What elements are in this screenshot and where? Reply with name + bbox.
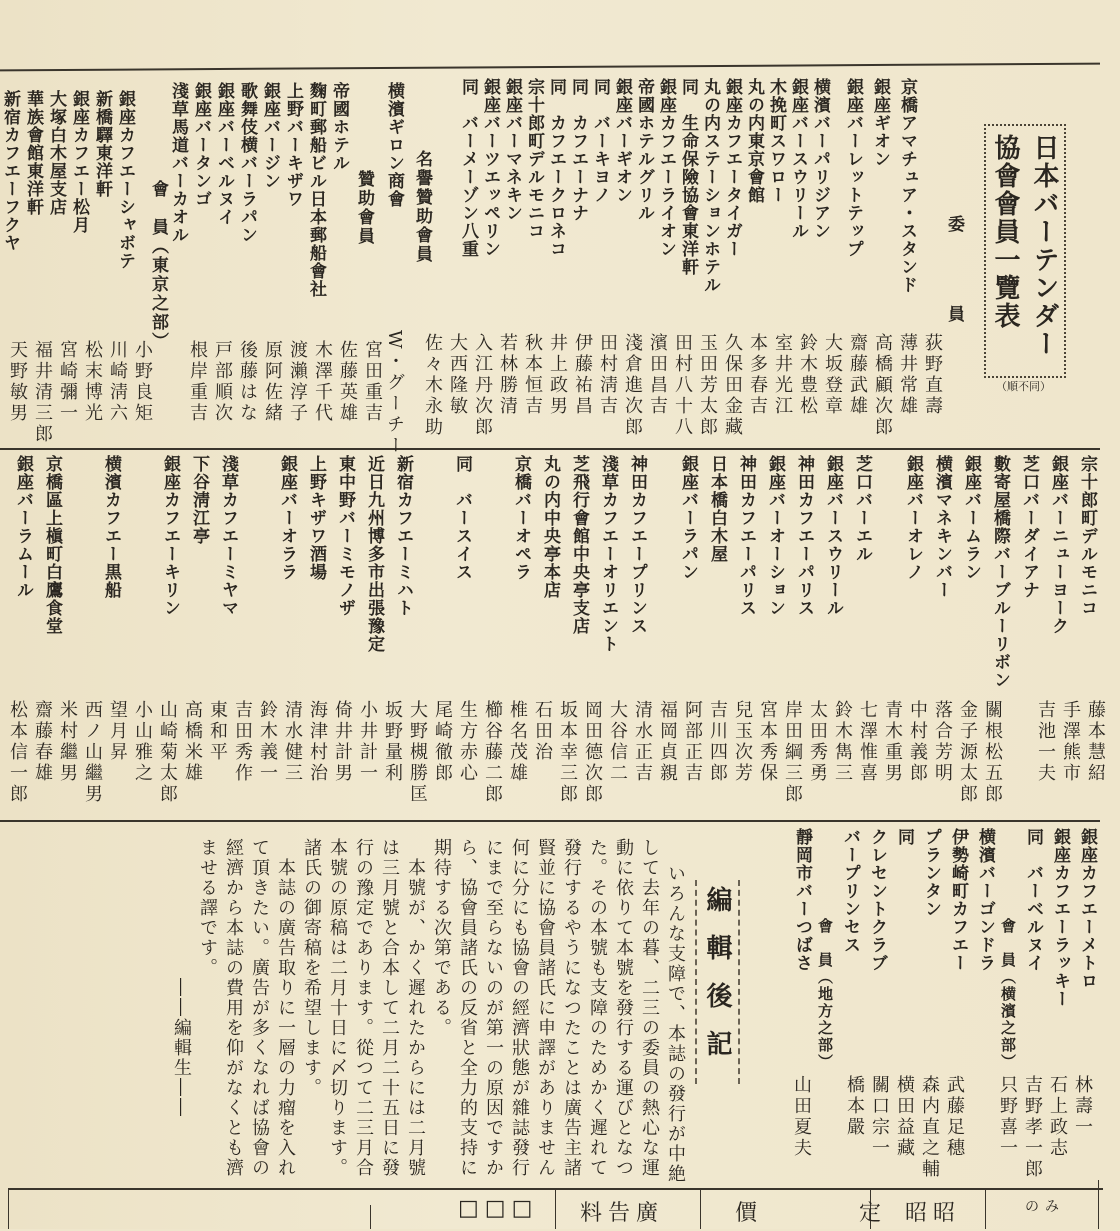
- supporting-shop: 上野バーキザワ: [283, 82, 303, 208]
- committee-shop: 同 カフエークロネコ: [546, 78, 566, 258]
- editorial-title: 編輯後記: [695, 880, 740, 1084]
- member-name: 落合芳明: [932, 700, 953, 784]
- tokyo-name-list-band1: [5, 340, 155, 445]
- supporting-name: 根岸重吉: [187, 340, 208, 424]
- tokyo-name-list-band2: [5, 700, 1108, 805]
- member-shop: 銀座バームラン: [961, 455, 981, 581]
- member-shop: 靜岡市バーつばさ: [792, 828, 812, 972]
- member-name: 高橋米雄: [182, 700, 203, 784]
- member-shop: 新宿カフエーミハト: [393, 455, 413, 617]
- member-name: 尾崎徹郎: [432, 700, 453, 784]
- editorial-line: は三月號と合本して二月二十五日に發: [379, 838, 400, 1178]
- committee-name: 濱田昌吉: [647, 333, 668, 417]
- editorial-line: て頂きたい。廣告が多くなれば協會の: [249, 838, 270, 1178]
- supporting-shop: 麴町郵船ビル日本郵船會社: [306, 82, 326, 298]
- member-shop: 上野キザワ酒場: [306, 455, 326, 581]
- supporting-shop: 銀座バータンゴ: [191, 82, 211, 208]
- member-name: 小山雅之: [132, 700, 153, 784]
- member-name: 川崎淸六: [107, 340, 128, 424]
- supporting-name-list: [185, 340, 385, 424]
- supporting-name: 佐藤英雄: [337, 340, 358, 424]
- committee-shop: 銀座バーレットテップ: [843, 78, 863, 258]
- committee-name: 薄井常雄: [897, 333, 918, 417]
- member-shop: 神田カフエープリンス: [627, 455, 647, 635]
- editorial-line: 行の豫定であります。從つて二三月合: [353, 838, 374, 1178]
- member-name: 吉川四郎: [707, 700, 728, 784]
- member-shop: 銀座バーオララ: [277, 455, 297, 581]
- member-name: 生方赤心: [457, 700, 478, 784]
- member-shop: 芝飛行會館中央亭支店: [569, 455, 589, 635]
- member-name: 倚井計男: [332, 700, 353, 784]
- supporting-shop: 淺草馬道バーカオル: [168, 82, 188, 244]
- tokyo-shop-list-band2: [0, 455, 1100, 689]
- member-shop: 同 バーベルヌイ: [1023, 828, 1043, 972]
- member-shop: 芝口バーエル: [852, 455, 872, 563]
- committee-name: 本多春吉: [747, 333, 768, 417]
- member-shop: 銀座カフエー松月: [69, 90, 89, 234]
- editorial-line: 本號が、かく遲れたからには二月號: [405, 838, 426, 1178]
- member-name: 福井清三郎: [32, 340, 53, 445]
- member-name: 吉野孝一郎: [1022, 1075, 1043, 1180]
- members-tokyo-heading: 會 員（東京之部）: [148, 180, 168, 351]
- supporting-heading: 贊助會員: [354, 170, 374, 246]
- member-name: 阿部正吉: [682, 700, 703, 784]
- member-name: 中村義郎: [907, 700, 928, 784]
- member-name: 東和平: [207, 700, 228, 763]
- committee-name: 淺倉進次郎: [622, 333, 643, 438]
- committee-shop: 横濱バーパリジアン: [810, 78, 830, 240]
- committee-shop: 丸の内ステーションホテル: [700, 78, 720, 294]
- table-divider: [370, 1205, 371, 1229]
- committee-name: 田村八十八: [672, 333, 693, 438]
- committee-name: 井上政男: [547, 333, 568, 417]
- member-name: 鈴木義一: [257, 700, 278, 784]
- member-shop: 東中野バーミモノザ: [335, 455, 355, 617]
- order-note: （順不同）: [996, 380, 1051, 393]
- member-shop: 芝口バーダイアナ: [1019, 455, 1039, 599]
- editorial-signature: ――編輯生――: [171, 838, 192, 1118]
- ad-rate-label: 料告廣: [580, 1201, 665, 1226]
- member-shop: 下谷淸江亭: [189, 455, 209, 545]
- member-shop: 華族會館東洋軒: [23, 90, 43, 216]
- member-shop: 横濱バーゴンドラ: [975, 828, 995, 972]
- committee-shop: 京橋アマチュア・スタンド: [897, 78, 917, 294]
- member-name: 七澤惟喜: [857, 700, 878, 784]
- committee-shop: 同 カフエーナナ: [568, 78, 588, 222]
- member-shop: 銀座バースウリール: [823, 455, 843, 617]
- member-name: 小井計一: [357, 700, 378, 784]
- committee-name: 入江丹次郎: [472, 333, 493, 438]
- committee-name: 伊藤祐昌: [572, 333, 593, 417]
- member-shop: 新橋驛東洋軒: [92, 90, 112, 198]
- member-name: 森内直之輔: [919, 1075, 940, 1180]
- member-shop: 神田カフエーパリス: [794, 455, 814, 617]
- member-name: 岸田綱三郎: [782, 700, 803, 805]
- member-shop: 銀座バーニューヨーク: [1048, 455, 1068, 635]
- table-divider: [985, 1190, 986, 1229]
- honorary-heading: 名譽贊助會員: [412, 150, 432, 264]
- member-name: 福岡貞親: [657, 700, 678, 784]
- committee-name: 秋本恒吉: [522, 333, 543, 417]
- editorial-line: ら、協會員諸氏の反省と全力的支持に: [457, 838, 478, 1178]
- editorial-line: た。その本號も支障のためかく遲れて: [587, 838, 608, 1178]
- member-name: 坂本幸三郎: [557, 700, 578, 805]
- member-shop: バープリンセス: [840, 828, 860, 954]
- committee-shop-list: [459, 78, 920, 318]
- committee-shop: 銀座ギオン: [870, 78, 890, 168]
- band1-bottom-rule: [0, 448, 1100, 450]
- member-shop: 京橋區上槇町白鷹食堂: [42, 455, 62, 635]
- member-name: 石上政志: [1047, 1075, 1068, 1159]
- member-name: 青木重男: [882, 700, 903, 784]
- committee-name: 高橋顧次郎: [872, 333, 893, 438]
- table-divider: [700, 1190, 701, 1229]
- member-name: 松本信一郎: [7, 700, 28, 805]
- committee-shop: 銀座バーギオン: [612, 78, 632, 204]
- member-shop: 同: [894, 828, 914, 846]
- supporting-name: 戸部順次: [212, 340, 233, 424]
- member-name: 林壽一: [1072, 1075, 1093, 1138]
- committee-shop: 銀座バーマネキン: [502, 78, 522, 222]
- member-name: 小野良矩: [132, 340, 153, 424]
- committee-shop: 宗十郎町デルモニコ: [524, 78, 544, 240]
- committee-name: 玉田芳太郎: [697, 333, 718, 438]
- member-name: 横田益藏: [894, 1075, 915, 1159]
- member-name: 大谷信二: [607, 700, 628, 784]
- members-regional-heading: 會 員（地方之部）: [816, 918, 834, 1071]
- committee-shop: 帝國ホテルグリル: [634, 78, 654, 222]
- member-name: 石田治: [532, 700, 553, 763]
- member-name: 手澤熊市: [1060, 700, 1081, 784]
- committee-name: 大西隆敏: [447, 333, 468, 417]
- supporting-shop: 銀座バーベルヌイ: [214, 82, 234, 226]
- honorary-name: W・グーチー: [384, 330, 405, 457]
- table-divider: [1098, 1180, 1099, 1229]
- member-shop: 數寄屋橋際バーブルーリボン: [990, 455, 1010, 689]
- editorial-line: 賢並に協會員諸氏に申譯がありません: [535, 838, 556, 1178]
- member-name: 西ノ山繼男: [82, 700, 103, 805]
- member-name: 宮本秀保: [757, 700, 778, 784]
- editorial-line: 經濟から本誌の費用を仰がなくとも濟: [223, 838, 244, 1178]
- editorial-line: 本誌の廣告取りに一層の力瘤を入れ: [275, 838, 296, 1178]
- supporting-name: 木澤千代: [312, 340, 333, 424]
- member-name: 櫛谷藤二郎: [482, 700, 503, 805]
- member-shop: 銀座カフエーラッキー: [1050, 828, 1070, 1008]
- member-name: 齋藤春雄: [32, 700, 53, 784]
- member-name: 藤本慧紹: [1085, 700, 1106, 784]
- member-shop: 宗十郎町デルモニコ: [1077, 455, 1097, 617]
- editorial-line: ませる譯です。: [197, 838, 218, 978]
- footer-right-text: のみ: [1025, 1199, 1065, 1215]
- committee-name: 齋藤武雄: [847, 333, 868, 417]
- committee-shop: 同 生命保險協會東洋軒: [678, 78, 698, 276]
- member-shop: 日本橋白木屋: [707, 455, 727, 563]
- document-title-box: [984, 124, 1066, 378]
- member-name: 只野喜一: [997, 1075, 1018, 1159]
- member-shop: 横濱マネキンバー: [932, 455, 952, 599]
- supporting-shop: 帝國ホテル: [329, 82, 349, 172]
- members-yokohama-heading: 會 員（横濱之部）: [999, 918, 1017, 1071]
- committee-name: 大坂登章: [822, 333, 843, 417]
- member-name: 望月昇: [107, 700, 128, 763]
- member-name: 山田夏夫: [791, 1075, 812, 1159]
- member-name: 松末博光: [82, 340, 103, 424]
- table-divider: [8, 1190, 9, 1229]
- committee-heading: 委 員: [944, 215, 964, 350]
- member-shop: 銀座バーラパン: [678, 455, 698, 581]
- member-name: 關口宗一: [869, 1075, 890, 1159]
- committee-name: 佐々木永助: [422, 333, 443, 438]
- member-name: 關根松五郎: [982, 700, 1003, 805]
- member-name: 清水正吉: [632, 700, 653, 784]
- supporting-shop: 歌舞伎横バーラパン: [237, 82, 257, 244]
- committee-name: 久保田金藏: [722, 333, 743, 438]
- member-name: 天野敏男: [7, 340, 28, 424]
- member-name: 海津村治: [307, 700, 328, 784]
- committee-shop: 同 バーメーゾン八重: [458, 78, 478, 258]
- committee-shop: 銀座カフエーライオン: [656, 78, 676, 258]
- member-shop: 銀座カフエーシャボテ: [115, 90, 135, 270]
- member-name: 宮崎彌一: [57, 340, 78, 424]
- member-name: 吉田秀作: [232, 700, 253, 784]
- member-shop: 京橋バーオペラ: [511, 455, 531, 581]
- editorial-line: 發行するやうになつたことは廣告主諸: [561, 838, 582, 1178]
- table-divider: [555, 1190, 556, 1229]
- committee-name: 鈴木豊松: [797, 333, 818, 417]
- member-shop: 銀座カフエーメトロ: [1077, 828, 1097, 990]
- member-name: 清水健三: [282, 700, 303, 784]
- committee-name-list: [420, 333, 945, 438]
- editorial-line: 動に依りて本號を發行する運びとなつ: [613, 838, 634, 1178]
- member-name: 兒玉次芳: [732, 700, 753, 784]
- yokohama-name-list: [789, 1075, 1095, 1180]
- member-name: 金子源太郎: [957, 700, 978, 805]
- tokyo-shop-list-band1: [0, 90, 138, 270]
- member-name: 米村繼男: [57, 700, 78, 784]
- editorial-line: 本號の原稿は二月十日に〆切ります。: [327, 838, 348, 1178]
- member-name: 坂野量利: [382, 700, 403, 784]
- supporting-name: 後藤はな: [237, 340, 258, 424]
- band2-bottom-rule: [0, 820, 1100, 822]
- member-shop: 横濱カフエー黒船: [101, 455, 121, 599]
- document-title-line-1: 日本バーテンダー: [1029, 134, 1059, 358]
- committee-shop: 銀座バーツエッペリン: [480, 78, 500, 258]
- member-shop: 淺草カフエーミヤマ: [218, 455, 238, 617]
- supporting-name: 渡瀨淳子: [287, 340, 308, 424]
- member-name: 岡田德次郎: [582, 700, 603, 805]
- member-name: 山崎菊太郎: [157, 700, 178, 805]
- member-name: 武藤足穗: [944, 1075, 965, 1159]
- supporting-name: 原阿佐緒: [262, 340, 283, 424]
- member-name: 太田秀勇: [807, 700, 828, 784]
- member-name: 椎名茂雄: [507, 700, 528, 784]
- member-name: 大野槻勝匡: [407, 700, 428, 805]
- editorial-line: 諸氏の御寄稿を希望します。: [301, 838, 322, 1098]
- editorial-line: いろんな支障で、本誌の發行が中絶: [665, 864, 686, 1184]
- document-title-line-2: 協會會員一覽表: [990, 134, 1020, 330]
- editorial-line: して去年の暮、二三の委員の熱心な運: [639, 838, 660, 1178]
- committee-name: 若林勝清: [497, 333, 518, 417]
- editorial-line: 期待する次第である。: [431, 838, 452, 1038]
- committee-shop: 銀座バースウリール: [788, 78, 808, 240]
- member-shop: 丸の内中央亭本店: [540, 455, 560, 599]
- member-name: 吉池一夫: [1035, 700, 1056, 784]
- committee-name: 田村淸吉: [597, 333, 618, 417]
- member-shop: クレセントクラブ: [867, 828, 887, 972]
- editorial-line: 何に分にも協會の經濟狀態が雜誌發行: [509, 838, 530, 1178]
- committee-shop: 同 バーキヨノ: [590, 78, 610, 204]
- honorary-shop: 横濱ギロン商會: [384, 82, 404, 208]
- member-name: 鈴木雋三: [832, 700, 853, 784]
- committee-name: 室井光江: [772, 333, 793, 417]
- supporting-name: 宮田重吉: [362, 340, 383, 424]
- member-shop: 銀座バーオーション: [765, 455, 785, 617]
- member-shop: 淺草カフエーオリエント: [598, 455, 618, 653]
- committee-shop: 銀座カフエータイガー: [722, 78, 742, 258]
- editorial-body: [168, 838, 688, 1184]
- showa-label: 昭昭: [905, 1201, 962, 1226]
- committee-shop: 木挽町スワロー: [766, 78, 786, 204]
- member-name: 橋本嚴: [844, 1075, 865, 1138]
- member-shop: 伊勢崎町カフエー: [948, 828, 968, 972]
- committee-shop: 丸の内東京會館: [744, 78, 764, 204]
- ad-table-placeholder-boxes: □□□: [458, 1196, 539, 1221]
- member-shop: 銀座カフエーキリン: [160, 455, 180, 617]
- member-shop: 近日九州博多市出張豫定: [364, 455, 384, 653]
- member-shop: 銀座バーラムール: [13, 455, 33, 599]
- member-shop: 大塚白木屋支店: [46, 90, 66, 216]
- supporting-shop: 銀座バージン: [260, 82, 280, 190]
- member-shop: 銀座バーオレノ: [903, 455, 923, 581]
- price-label: 價 定: [735, 1201, 922, 1226]
- member-shop: プランタン: [921, 828, 941, 918]
- member-shop: 同 バースイス: [452, 455, 472, 581]
- committee-name: 荻野直壽: [922, 333, 943, 417]
- member-shop: 新宿カフエーフクヤ: [0, 90, 20, 252]
- supporting-shop-list: [168, 82, 352, 298]
- member-shop: 神田カフエーパリス: [736, 455, 756, 617]
- editorial-line: にまで至らないのが第一の原因ですか: [483, 838, 504, 1178]
